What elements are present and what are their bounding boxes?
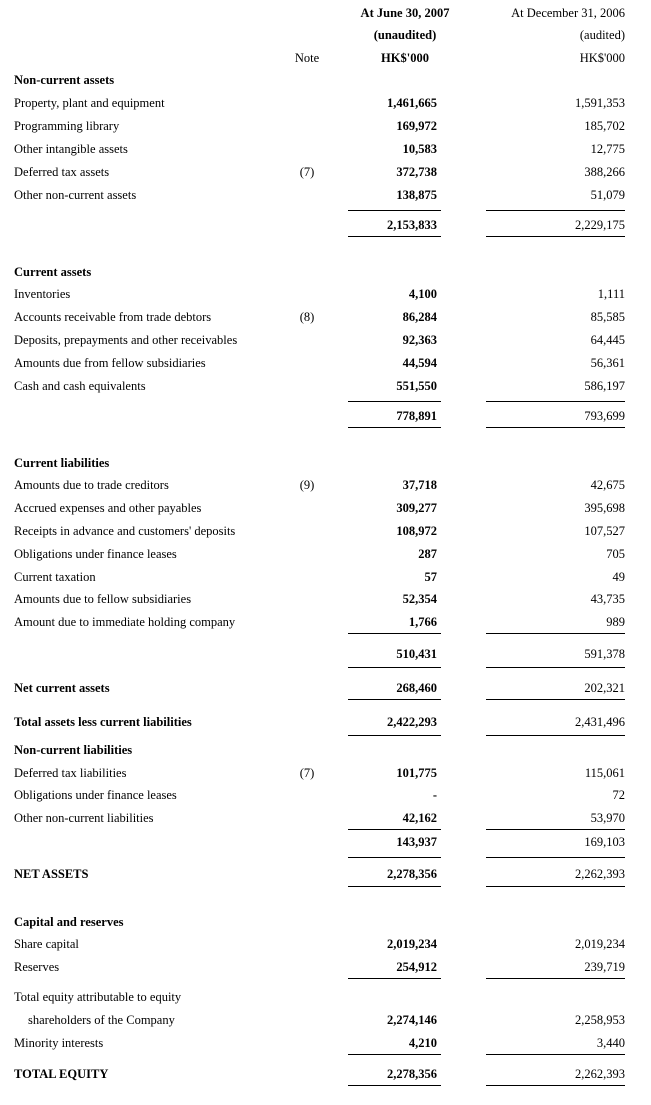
underline-rule bbox=[486, 857, 625, 858]
value-2006: 388,266 bbox=[584, 165, 625, 179]
value-2007: 2,274,146 bbox=[387, 1013, 437, 1027]
subtotal-2007: 778,891 bbox=[396, 409, 437, 423]
value-2006: 2,262,393 bbox=[575, 1067, 625, 1081]
value-2006: 64,445 bbox=[590, 333, 625, 347]
row-label: Current taxation bbox=[14, 570, 96, 584]
subtotal-2007: 2,153,833 bbox=[387, 218, 437, 232]
value-2006: 202,321 bbox=[584, 681, 625, 695]
value-2007: 44,594 bbox=[402, 356, 437, 370]
note-ref: (8) bbox=[299, 310, 315, 324]
value-2007: 92,363 bbox=[402, 333, 437, 347]
underline-rule bbox=[348, 236, 441, 237]
value-2006: 2,258,953 bbox=[575, 1013, 625, 1027]
row-label: Programming library bbox=[14, 119, 120, 133]
subtotal-2006: 591,378 bbox=[584, 647, 625, 661]
value-2007: 101,775 bbox=[396, 766, 437, 780]
value-2006: 1,111 bbox=[597, 287, 625, 301]
row-label: Amounts due from fellow subsidiaries bbox=[14, 356, 206, 370]
row-label: Amounts due to trade creditors bbox=[14, 478, 169, 492]
underline-rule bbox=[348, 829, 441, 830]
value-2007: 169,972 bbox=[396, 119, 437, 133]
value-2006: 42,675 bbox=[590, 478, 625, 492]
value-2007: 2,278,356 bbox=[387, 1067, 437, 1081]
value-2006: 395,698 bbox=[584, 501, 625, 515]
value-2006: 586,197 bbox=[584, 379, 625, 393]
value-2007: 2,422,293 bbox=[387, 715, 437, 729]
value-2006: 49 bbox=[612, 570, 625, 584]
value-2007: 309,277 bbox=[396, 501, 437, 515]
underline-rule bbox=[348, 667, 441, 668]
value-2006: 107,527 bbox=[584, 524, 625, 538]
value-2006: 72 bbox=[612, 788, 625, 802]
underline-rule bbox=[486, 236, 625, 237]
underline-rule bbox=[348, 633, 441, 634]
row-label: Share capital bbox=[14, 937, 79, 951]
col1-status: (unaudited) bbox=[373, 28, 437, 42]
row-label: Accounts receivable from trade debtors bbox=[14, 310, 212, 324]
value-2007: 551,550 bbox=[396, 379, 437, 393]
col2-unit: HK$'000 bbox=[579, 51, 625, 65]
value-2007: 2,019,234 bbox=[387, 937, 437, 951]
section-non-current-liabilities: Non-current liabilities bbox=[14, 743, 133, 757]
subtotal-2007: 510,431 bbox=[396, 647, 437, 661]
row-label: Inventories bbox=[14, 287, 71, 301]
row-label: shareholders of the Company bbox=[28, 1013, 175, 1027]
subtotal-2007: 143,937 bbox=[396, 835, 437, 849]
section-non-current-assets: Non-current assets bbox=[14, 73, 115, 87]
value-2007: 37,718 bbox=[402, 478, 437, 492]
underline-rule bbox=[348, 401, 441, 402]
row-label: Deferred tax liabilities bbox=[14, 766, 127, 780]
row-label: Other non-current liabilities bbox=[14, 811, 154, 825]
row-label: TOTAL EQUITY bbox=[14, 1067, 109, 1081]
underline-rule bbox=[486, 886, 625, 887]
note-ref: (7) bbox=[299, 165, 315, 179]
row-label: NET ASSETS bbox=[14, 867, 89, 881]
section-current-assets: Current assets bbox=[14, 265, 92, 279]
value-2007: 57 bbox=[424, 570, 437, 584]
subtotal-2006: 793,699 bbox=[584, 409, 625, 423]
underline-rule bbox=[348, 210, 441, 211]
value-2007: 287 bbox=[418, 547, 437, 561]
value-2007: 108,972 bbox=[396, 524, 437, 538]
underline-rule bbox=[486, 978, 625, 979]
value-2007: 1,461,665 bbox=[387, 96, 437, 110]
row-label: Property, plant and equipment bbox=[14, 96, 165, 110]
row-label: Amounts due to fellow subsidiaries bbox=[14, 592, 192, 606]
underline-rule bbox=[486, 1054, 625, 1055]
value-2007: 268,460 bbox=[396, 681, 437, 695]
underline-rule bbox=[486, 699, 625, 700]
value-2006: 3,440 bbox=[596, 1036, 625, 1050]
note-ref: (7) bbox=[299, 766, 315, 780]
underline-rule bbox=[486, 401, 625, 402]
underline-rule bbox=[486, 1085, 625, 1086]
underline-rule bbox=[348, 1054, 441, 1055]
underline-rule bbox=[486, 210, 625, 211]
col2-date: At December 31, 2006 bbox=[511, 6, 625, 20]
value-2006: 43,735 bbox=[590, 592, 625, 606]
value-2006: 705 bbox=[606, 547, 625, 561]
value-2006: 115,061 bbox=[584, 766, 625, 780]
row-label: Accrued expenses and other payables bbox=[14, 501, 202, 515]
row-label: Obligations under finance leases bbox=[14, 788, 177, 802]
row-label: Cash and cash equivalents bbox=[14, 379, 146, 393]
underline-rule bbox=[348, 735, 441, 736]
value-2007: 2,278,356 bbox=[387, 867, 437, 881]
row-label: Total assets less current liabilities bbox=[14, 715, 192, 729]
value-2007: 86,284 bbox=[402, 310, 437, 324]
note-ref: (9) bbox=[299, 478, 315, 492]
row-label: Total equity attributable to equity bbox=[14, 990, 182, 1004]
value-2006: 53,970 bbox=[590, 811, 625, 825]
value-2006: 239,719 bbox=[584, 960, 625, 974]
col1-unit: HK$'000 bbox=[381, 51, 429, 65]
underline-rule bbox=[486, 735, 625, 736]
row-label: Amount due to immediate holding company bbox=[14, 615, 236, 629]
subtotal-2006: 169,103 bbox=[584, 835, 625, 849]
underline-rule bbox=[486, 633, 625, 634]
value-2007: 4,210 bbox=[408, 1036, 437, 1050]
row-label: Other intangible assets bbox=[14, 142, 128, 156]
row-label: Minority interests bbox=[14, 1036, 104, 1050]
row-label: Deferred tax assets bbox=[14, 165, 110, 179]
value-2007: 4,100 bbox=[408, 287, 437, 301]
underline-rule bbox=[348, 699, 441, 700]
row-label: Receipts in advance and customers' deposits bbox=[14, 524, 236, 538]
col2-status: (audited) bbox=[579, 28, 625, 42]
value-2007: 372,738 bbox=[396, 165, 437, 179]
note-header: Note bbox=[294, 51, 320, 65]
section-current-liabilities: Current liabilities bbox=[14, 456, 110, 470]
value-2007: 254,912 bbox=[396, 960, 437, 974]
col1-date: At June 30, 2007 bbox=[360, 6, 450, 20]
value-2006: 185,702 bbox=[584, 119, 625, 133]
value-2007: 52,354 bbox=[402, 592, 437, 606]
underline-rule bbox=[486, 829, 625, 830]
value-2007: 10,583 bbox=[402, 142, 437, 156]
value-2006: 2,262,393 bbox=[575, 867, 625, 881]
underline-rule bbox=[348, 886, 441, 887]
value-2006: 1,591,353 bbox=[575, 96, 625, 110]
underline-rule bbox=[486, 427, 625, 428]
value-2006: 51,079 bbox=[590, 188, 625, 202]
row-label: Other non-current assets bbox=[14, 188, 137, 202]
value-2007: 42,162 bbox=[402, 811, 437, 825]
underline-rule bbox=[348, 1085, 441, 1086]
section-capital-and-reserves: Capital and reserves bbox=[14, 915, 124, 929]
row-label: Obligations under finance leases bbox=[14, 547, 177, 561]
row-label: Deposits, prepayments and other receivables bbox=[14, 333, 238, 347]
underline-rule bbox=[348, 978, 441, 979]
value-2006: 989 bbox=[606, 615, 625, 629]
value-2006: 56,361 bbox=[590, 356, 625, 370]
value-2007: - bbox=[432, 788, 437, 802]
underline-rule bbox=[486, 667, 625, 668]
row-label: Net current assets bbox=[14, 681, 110, 695]
value-2006: 85,585 bbox=[590, 310, 625, 324]
value-2007: 138,875 bbox=[396, 188, 437, 202]
row-label: Reserves bbox=[14, 960, 60, 974]
value-2006: 12,775 bbox=[590, 142, 625, 156]
underline-rule bbox=[348, 857, 441, 858]
subtotal-2006: 2,229,175 bbox=[575, 218, 625, 232]
underline-rule bbox=[348, 427, 441, 428]
value-2006: 2,019,234 bbox=[575, 937, 625, 951]
value-2006: 2,431,496 bbox=[575, 715, 625, 729]
value-2007: 1,766 bbox=[408, 615, 437, 629]
